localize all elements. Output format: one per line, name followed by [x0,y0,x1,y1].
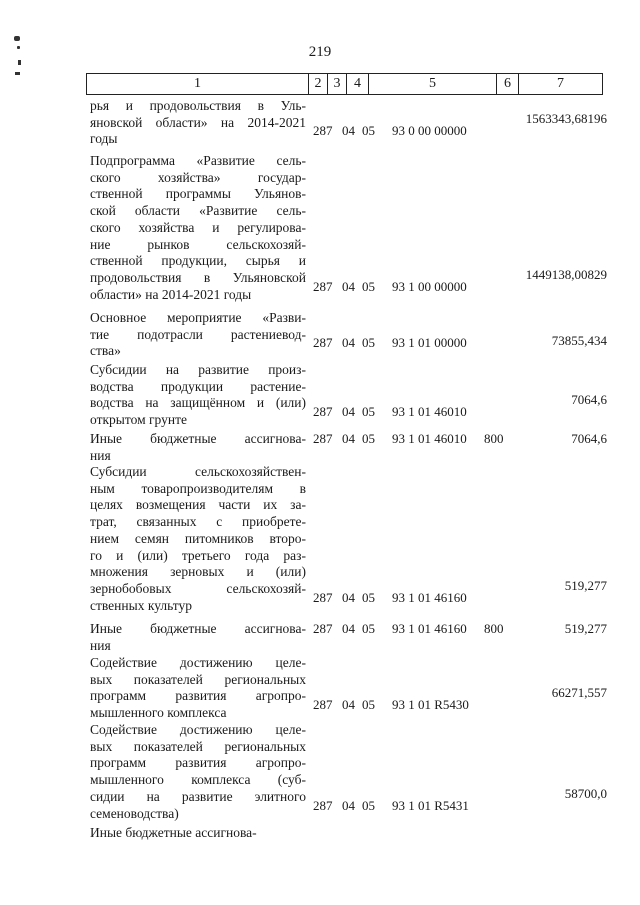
row-description [90,655,306,722]
description-line: рья и продовольствия в Уль- [90,98,306,113]
chief-manager-code: 287 [313,123,333,139]
amount-value: 519,277 [564,621,607,636]
section-code: 04 [342,797,355,813]
row-description [90,98,306,148]
chief-manager-code: 287 [313,335,333,351]
section-code: 04 [342,335,355,351]
subsection-code: 05 [362,123,375,139]
target-article-code: 93 1 01 00000 [392,335,467,351]
description-line: сидии на развитие элитного [90,788,306,804]
description-line: Основное мероприятие «Разви- [90,310,306,325]
subsection-code: 05 [362,797,375,813]
description-line: Субсидии на развитие произ- [90,362,306,377]
description-line: семеноводства) [90,805,179,821]
chief-manager-code: 287 [313,621,333,636]
target-article-code: 93 1 01 46160 [392,589,467,605]
row-description [90,310,306,360]
description-line: зернобобовых сельскохозяй- [90,580,306,596]
target-article-code: 93 1 01 46010 [392,404,467,420]
description-line: вых показателей региональных [90,671,306,687]
subsection-code: 05 [362,404,375,420]
column-header: 3 [328,74,347,94]
row-description [90,431,306,464]
column-header: 1 [87,74,309,94]
chief-manager-code: 287 [313,431,333,446]
column-header: 5 [369,74,497,94]
description-line: Иные бюджетные ассигнова- [90,825,257,840]
section-code: 04 [342,404,355,420]
section-code: 04 [342,278,355,294]
chief-manager-code: 287 [313,404,333,420]
expense-type-code: 800 [484,621,504,636]
column-header: 7 [557,76,564,91]
amount-value: 7064,6 [571,431,607,446]
description-line: Иные бюджетные ассигнова- [90,621,306,636]
amount-value: 1449138,00829 [525,266,607,282]
target-article-code: 93 1 01 46010 [392,431,467,446]
chief-manager-code: 287 [313,697,333,713]
target-article-code: 93 0 00 00000 [392,123,467,139]
description-line: мышленного комплекса (суб- [90,772,306,788]
target-article-code: 93 1 01 R5431 [392,797,469,813]
description-line: ния [90,447,111,463]
row-description [90,153,306,303]
section-code: 04 [342,589,355,605]
description-line: ния [90,637,111,653]
target-article-code: 93 1 00 00000 [392,278,467,294]
description-line: ственной программы Ульянов- [90,186,306,202]
chief-manager-code: 287 [313,797,333,813]
row-description [90,621,306,654]
chief-manager-code: 287 [313,278,333,294]
section-code: 04 [342,431,355,446]
description-line: ственной продукции, сырья и [90,253,306,269]
amount-value: 7064,6 [571,392,607,408]
description-line: годы [90,131,118,147]
description-line: го и (или) третьего года раз- [90,547,306,563]
target-article-code: 93 1 01 R5430 [392,697,469,713]
subsection-code: 05 [362,621,375,636]
scan-mark [15,72,20,75]
description-line: множения зерновых и (или) [90,564,306,580]
scan-mark [14,36,20,41]
subsection-code: 05 [362,589,375,605]
target-article-code: 93 1 01 46160 [392,621,467,636]
amount-value: 73855,434 [551,333,607,348]
subsection-code: 05 [362,431,375,446]
description-line: яновской области» на 2014-2021 [90,114,306,130]
page-number: 219 [308,44,332,60]
description-line: Содействие достижению целе- [90,722,306,737]
description-line: продовольствия в Ульяновской [90,269,306,285]
description-line: ние рынков сельскохозяй- [90,236,306,252]
description-line: водства на защищённом и (или) [90,395,306,411]
description-line: ской области «Развитие сель- [90,203,306,219]
column-header: 6 [497,74,519,94]
description-line: ственных культур [90,597,192,613]
description-line: Подпрограмма «Развитие сель- [90,153,306,168]
description-line: водства продукции растение- [90,378,306,394]
row-description [90,464,306,614]
subsection-code: 05 [362,335,375,351]
subsection-code: 05 [362,697,375,713]
description-line: области» на 2014-2021 годы [90,286,252,302]
description-line: трат, связанных с приобрете- [90,514,306,530]
description-line: ства» [90,343,121,359]
column-header: 4 [347,74,369,94]
column-header: 2 [309,74,328,94]
amount-value: 1563343,68196 [525,111,607,127]
row-description [90,362,306,429]
description-line: целях возмещения части их за- [90,497,306,513]
description-line: нием семян питомников второ- [90,530,306,546]
description-line: Иные бюджетные ассигнова- [90,431,306,446]
chief-manager-code: 287 [313,589,333,605]
description-line: вых показателей региональных [90,738,306,754]
description-line: Содействие достижению целе- [90,655,306,670]
description-line: программ развития агропро- [90,755,306,771]
description-line: тие подотрасли растениевод- [90,326,306,342]
section-code: 04 [342,621,355,636]
amount-value: 519,277 [564,577,607,593]
section-code: 04 [342,123,355,139]
description-line: Субсидии сельскохозяйствен- [90,464,306,479]
column-header-row [86,73,603,95]
expense-type-code: 800 [484,431,504,446]
amount-value: 58700,0 [564,785,607,801]
description-line: открытом грунте [90,412,187,428]
section-code: 04 [342,697,355,713]
row-description [90,825,306,842]
description-line: программ развития агропро- [90,688,306,704]
description-line: ского хозяйства и регулирова- [90,219,306,235]
description-line: мышленного комплекса [90,705,227,721]
row-description [90,722,306,822]
amount-value: 66271,557 [551,685,607,701]
subsection-code: 05 [362,278,375,294]
description-line: ным товаропроизводителям в [90,480,306,496]
description-line: ского хозяйства» государ- [90,169,306,185]
